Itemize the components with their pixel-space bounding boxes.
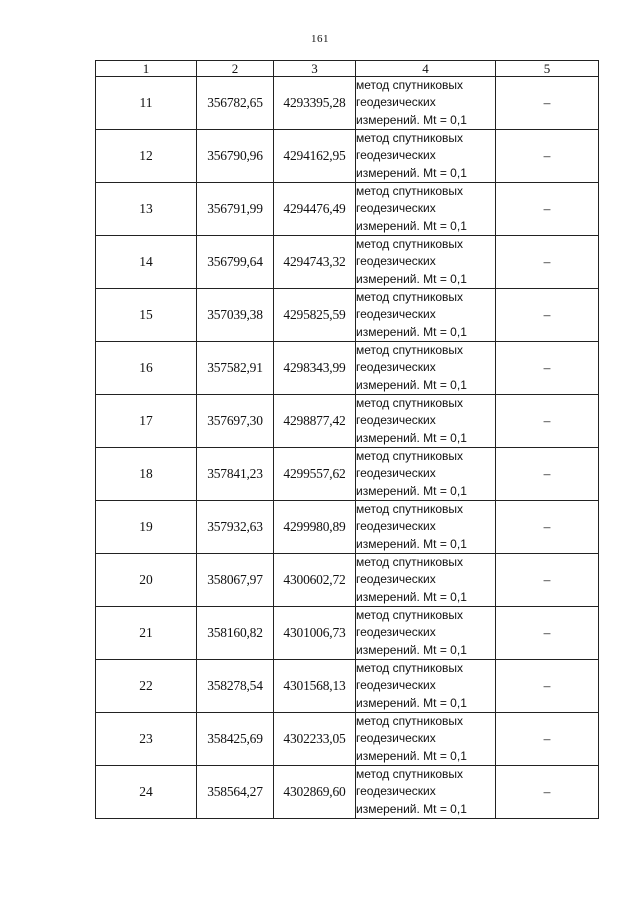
column-header-5: 5	[496, 61, 599, 77]
method-line: геодезических	[356, 784, 436, 799]
column-header-2: 2	[197, 61, 274, 77]
note-cell: –	[496, 766, 599, 819]
method-line: геодезических	[356, 201, 436, 216]
table-row	[96, 607, 599, 660]
point-number-cell: 15	[96, 289, 197, 342]
method-line: метод спутниковых	[356, 184, 464, 199]
coordinates-table	[95, 60, 599, 819]
point-number-cell: 20	[96, 554, 197, 607]
method-line: метод спутниковых	[356, 131, 464, 146]
method-line: геодезических	[356, 307, 436, 322]
y-coordinate-cell: 4298343,99	[274, 342, 356, 395]
method-cell	[356, 660, 496, 713]
method-line: геодезических	[356, 95, 436, 110]
y-coordinate-cell: 4294476,49	[274, 183, 356, 236]
table-row	[96, 342, 599, 395]
y-coordinate-cell: 4301006,73	[274, 607, 356, 660]
method-line: метод спутниковых	[356, 608, 464, 623]
method-line: измерений. Mt = 0,1	[356, 165, 467, 180]
method-cell	[356, 448, 496, 501]
x-coordinate-cell: 358564,27	[197, 766, 274, 819]
table-row	[96, 130, 599, 183]
x-coordinate-cell: 358278,54	[197, 660, 274, 713]
table-row	[96, 713, 599, 766]
method-line: измерений. Mt = 0,1	[356, 377, 467, 392]
table-row	[96, 660, 599, 713]
point-number-cell: 18	[96, 448, 197, 501]
method-line: геодезических	[356, 148, 436, 163]
note-cell: –	[496, 342, 599, 395]
point-number-cell: 13	[96, 183, 197, 236]
note-cell: –	[496, 77, 599, 130]
method-line: метод спутниковых	[356, 396, 464, 411]
method-cell	[356, 766, 496, 819]
method-line: метод спутниковых	[356, 449, 464, 464]
table-row	[96, 554, 599, 607]
y-coordinate-cell: 4293395,28	[274, 77, 356, 130]
y-coordinate-cell: 4302869,60	[274, 766, 356, 819]
method-line: измерений. Mt = 0,1	[356, 430, 467, 445]
x-coordinate-cell: 358160,82	[197, 607, 274, 660]
point-number-cell: 23	[96, 713, 197, 766]
method-line: геодезических	[356, 625, 436, 640]
table-body	[96, 77, 599, 819]
table-row	[96, 289, 599, 342]
method-cell	[356, 183, 496, 236]
method-line: геодезических	[356, 731, 436, 746]
x-coordinate-cell: 357697,30	[197, 395, 274, 448]
method-line: измерений. Mt = 0,1	[356, 218, 467, 233]
note-cell: –	[496, 554, 599, 607]
method-line: измерений. Mt = 0,1	[356, 271, 467, 286]
note-cell: –	[496, 660, 599, 713]
method-line: измерений. Mt = 0,1	[356, 642, 467, 657]
note-cell: –	[496, 607, 599, 660]
method-line: метод спутниковых	[356, 502, 464, 517]
table-row	[96, 395, 599, 448]
method-line: измерений. Mt = 0,1	[356, 748, 467, 763]
y-coordinate-cell: 4298877,42	[274, 395, 356, 448]
x-coordinate-cell: 356799,64	[197, 236, 274, 289]
point-number-cell: 19	[96, 501, 197, 554]
y-coordinate-cell: 4294743,32	[274, 236, 356, 289]
method-line: метод спутниковых	[356, 555, 464, 570]
method-line: измерений. Mt = 0,1	[356, 536, 467, 551]
x-coordinate-cell: 358425,69	[197, 713, 274, 766]
y-coordinate-cell: 4300602,72	[274, 554, 356, 607]
column-header-4: 4	[356, 61, 496, 77]
note-cell: –	[496, 289, 599, 342]
method-line: измерений. Mt = 0,1	[356, 324, 467, 339]
method-line: метод спутниковых	[356, 78, 464, 93]
method-cell	[356, 501, 496, 554]
method-line: метод спутниковых	[356, 714, 464, 729]
point-number-cell: 24	[96, 766, 197, 819]
table-row	[96, 236, 599, 289]
method-cell	[356, 713, 496, 766]
method-line: геодезических	[356, 413, 436, 428]
point-number-cell: 21	[96, 607, 197, 660]
method-cell	[356, 289, 496, 342]
y-coordinate-cell: 4301568,13	[274, 660, 356, 713]
column-header-3: 3	[274, 61, 356, 77]
y-coordinate-cell: 4299980,89	[274, 501, 356, 554]
method-cell	[356, 130, 496, 183]
method-line: измерений. Mt = 0,1	[356, 589, 467, 604]
point-number-cell: 22	[96, 660, 197, 713]
method-cell	[356, 342, 496, 395]
y-coordinate-cell: 4299557,62	[274, 448, 356, 501]
table-row	[96, 183, 599, 236]
method-cell	[356, 236, 496, 289]
method-line: измерений. Mt = 0,1	[356, 695, 467, 710]
page-number: 161	[311, 33, 329, 45]
x-coordinate-cell: 356791,99	[197, 183, 274, 236]
note-cell: –	[496, 395, 599, 448]
header-row	[96, 61, 599, 77]
method-line: измерений. Mt = 0,1	[356, 112, 467, 127]
point-number-cell: 11	[96, 77, 197, 130]
point-number-cell: 14	[96, 236, 197, 289]
note-cell: –	[496, 183, 599, 236]
method-line: метод спутниковых	[356, 343, 464, 358]
method-line: геодезических	[356, 360, 436, 375]
table-row	[96, 77, 599, 130]
point-number-cell: 12	[96, 130, 197, 183]
method-cell	[356, 77, 496, 130]
y-coordinate-cell: 4295825,59	[274, 289, 356, 342]
table-row	[96, 501, 599, 554]
x-coordinate-cell: 356790,96	[197, 130, 274, 183]
method-line: геодезических	[356, 678, 436, 693]
method-line: геодезических	[356, 466, 436, 481]
point-number-cell: 16	[96, 342, 197, 395]
y-coordinate-cell: 4294162,95	[274, 130, 356, 183]
x-coordinate-cell: 357039,38	[197, 289, 274, 342]
note-cell: –	[496, 501, 599, 554]
x-coordinate-cell: 356782,65	[197, 77, 274, 130]
table-row	[96, 766, 599, 819]
note-cell: –	[496, 130, 599, 183]
point-number-cell: 17	[96, 395, 197, 448]
method-line: метод спутниковых	[356, 290, 464, 305]
column-header-1: 1	[96, 61, 197, 77]
y-coordinate-cell: 4302233,05	[274, 713, 356, 766]
method-line: геодезических	[356, 519, 436, 534]
table-header	[96, 61, 599, 77]
note-cell: –	[496, 713, 599, 766]
method-cell	[356, 554, 496, 607]
method-line: метод спутниковых	[356, 237, 464, 252]
method-line: измерений. Mt = 0,1	[356, 801, 467, 816]
method-line: метод спутниковых	[356, 767, 464, 782]
table-row	[96, 448, 599, 501]
x-coordinate-cell: 358067,97	[197, 554, 274, 607]
method-cell	[356, 607, 496, 660]
note-cell: –	[496, 236, 599, 289]
method-line: измерений. Mt = 0,1	[356, 483, 467, 498]
x-coordinate-cell: 357582,91	[197, 342, 274, 395]
x-coordinate-cell: 357841,23	[197, 448, 274, 501]
method-cell	[356, 395, 496, 448]
note-cell: –	[496, 448, 599, 501]
method-line: метод спутниковых	[356, 661, 464, 676]
method-line: геодезических	[356, 572, 436, 587]
method-line: геодезических	[356, 254, 436, 269]
x-coordinate-cell: 357932,63	[197, 501, 274, 554]
